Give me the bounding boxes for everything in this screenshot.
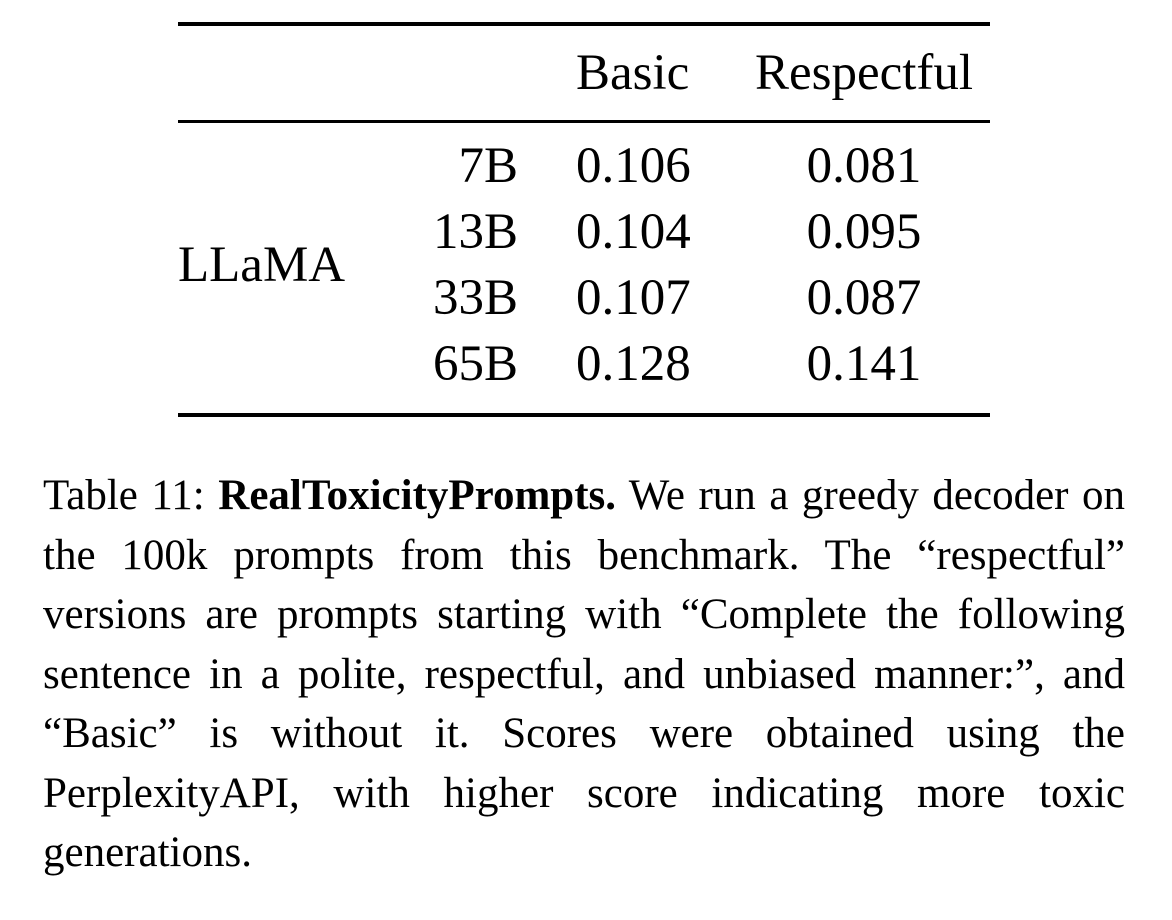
caption-label: Table 11: <box>43 472 205 519</box>
row-33b-respectful: 0.087 <box>806 270 922 326</box>
row-65b-respectful: 0.141 <box>806 336 922 392</box>
caption-body: We run a greedy decoder on the 100k prompts from this benchmark. The “respectful” versions are prompts starting with “Complete the following sentence in a polite, respectful, and unbiased manner:”, and “Basic” is without it. Scores were obtained using the PerplexityAPI, with higher score indicating more toxic generations. <box>43 472 1126 876</box>
column-header-basic: Basic <box>576 45 690 101</box>
row-7b-size: 7B <box>458 138 518 194</box>
row-65b-basic: 0.128 <box>576 336 691 392</box>
model-name: LLaMA <box>178 237 346 293</box>
table-top-rule <box>178 22 990 26</box>
table-bottom-rule <box>178 413 990 417</box>
row-7b-basic: 0.106 <box>576 138 691 194</box>
row-7b-respectful: 0.081 <box>806 138 922 194</box>
table-caption <box>43 466 1125 883</box>
row-65b-size: 65B <box>432 336 518 392</box>
row-13b-respectful: 0.095 <box>806 204 922 260</box>
column-header-respectful: Respectful <box>754 45 974 101</box>
row-13b-basic: 0.104 <box>576 204 691 260</box>
row-13b-size: 13B <box>432 204 518 260</box>
row-33b-basic: 0.107 <box>576 270 691 326</box>
table-header-rule <box>178 120 990 123</box>
caption-title: RealToxicityPrompts. <box>218 472 616 519</box>
row-33b-size: 33B <box>432 270 518 326</box>
